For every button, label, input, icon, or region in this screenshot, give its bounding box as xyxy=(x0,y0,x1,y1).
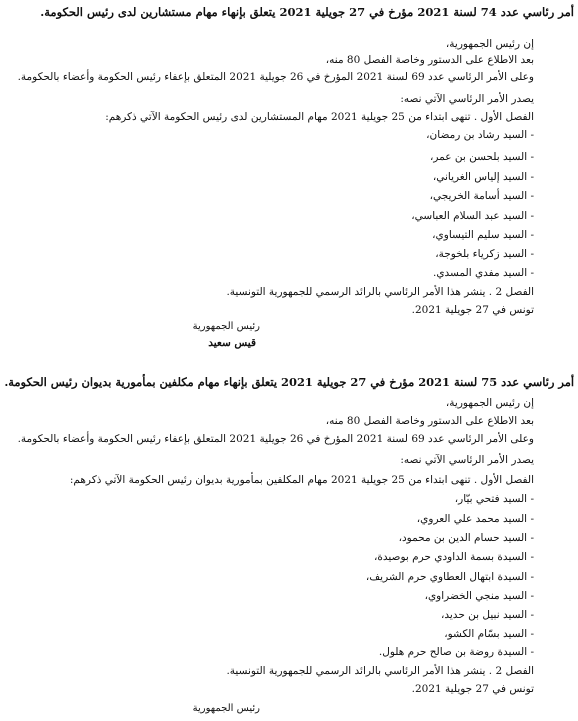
decree-2-name-1: - السيد فتحي بيّار، xyxy=(454,493,534,505)
decree-2-recital-1: بعد الاطلاع على الدستور وخاصة الفصل 80 منه، xyxy=(325,415,534,427)
decree-1-name-7: - السيد زكرياء بلخوجة، xyxy=(435,248,534,260)
decree-1-intro: إن رئيس الجمهورية، xyxy=(445,38,534,50)
decree-2-article-2: الفصل 2 . ينشر هذا الأمر الرئاسي بالرائد الرسمي للجمهورية التونسية. xyxy=(226,665,534,677)
decree-2-intro: إن رئيس الجمهورية، xyxy=(445,397,534,409)
decree-2-title: أمر رئاسي عدد 75 لسنة 2021 مؤرخ في 27 جويلية 2021 يتعلق بإنهاء مهام مكلفين بمأمورية بديوان رئيس الحكومة. xyxy=(4,375,574,389)
decree-2-name-6: - السيد منجي الخضراوي، xyxy=(424,590,534,602)
decree-1-name-2: - السيد بلحسن بن عمر، xyxy=(429,151,534,163)
decree-1-name-8: - السيد مفدي المسدي. xyxy=(432,267,534,279)
decree-2-enact: يصدر الأمر الرئاسي الآتي نصه: xyxy=(400,454,534,466)
decree-1-name-1: - السيد رشاد بن رمضان، xyxy=(426,129,534,141)
decree-2-name-7: - السيد نبيل بن حديد، xyxy=(440,609,534,621)
decree-1-signature-title: رئيس الجمهورية xyxy=(192,321,260,332)
decree-1-article-1: الفصل الأول . تنهى ابتداء من 25 جويلية 2021 مهام المستشارين لدى رئيس الحكومة الآتي ذكرهم: xyxy=(105,111,534,123)
decree-1-name-3: - السيد إلياس الغرياني، xyxy=(432,171,534,183)
decree-1-name-4: - السيد أسامة الخريجي، xyxy=(429,190,534,202)
decree-1-recital-2: وعلى الأمر الرئاسي عدد 69 لسنة 2021 المؤرخ في 26 جويلية 2021 المتعلق بإعفاء رئيس الحكومة وأعضاء بالحكومة. xyxy=(17,71,534,83)
decree-1-title: أمر رئاسي عدد 74 لسنة 2021 مؤرخ في 27 جويلية 2021 يتعلق بإنهاء مهام مستشارين لدى رئيس الحكومة. xyxy=(40,5,574,19)
decree-1-name-5: - السيد عبد السلام العباسي، xyxy=(411,210,534,222)
decree-2-name-9: - السيدة روضة بن صالح حرم هلول. xyxy=(378,646,534,658)
decree-2-recital-2: وعلى الأمر الرئاسي عدد 69 لسنة 2021 المؤرخ في 26 جويلية 2021 المتعلق بإعفاء رئيس الحكومة وأعضاء بالحكومة. xyxy=(17,433,534,445)
decree-2-article-1: الفصل الأول . تنهى ابتداء من 25 جويلية 2021 مهام المكلفين بمأمورية بديوان رئيس الحكومة الآتي ذكرهم: xyxy=(69,474,534,486)
decree-1-article-2: الفصل 2 . ينشر هذا الأمر الرئاسي بالرائد الرسمي للجمهورية التونسية. xyxy=(226,286,534,298)
decree-2-name-3: - السيد حسام الدين بن محمود، xyxy=(398,532,534,544)
decree-2-name-8: - السيد بسّام الكشو، xyxy=(444,628,534,640)
decree-2-name-2: - السيد محمد علي العروي، xyxy=(416,513,534,525)
decree-2-name-4: - السيدة بسمة الداودي حرم بوصيدة، xyxy=(373,551,534,563)
decree-2-signature-title: رئيس الجمهورية xyxy=(192,703,260,714)
decree-1-enact: يصدر الأمر الرئاسي الآتي نصه: xyxy=(400,93,534,105)
decree-1-date: تونس في 27 جويلية 2021. xyxy=(411,304,534,316)
decree-1-signature-name: قيس سعيد xyxy=(208,337,256,349)
decree-1-recital-1: بعد الاطلاع على الدستور وخاصة الفصل 80 منه، xyxy=(325,54,534,66)
decree-2-date: تونس في 27 جويلية 2021. xyxy=(411,683,534,695)
decree-2-name-5: - السيدة ابتهال العطاوي حرم الشريف، xyxy=(365,571,534,583)
decree-1-name-6: - السيد سليم التيساوي، xyxy=(432,229,534,241)
